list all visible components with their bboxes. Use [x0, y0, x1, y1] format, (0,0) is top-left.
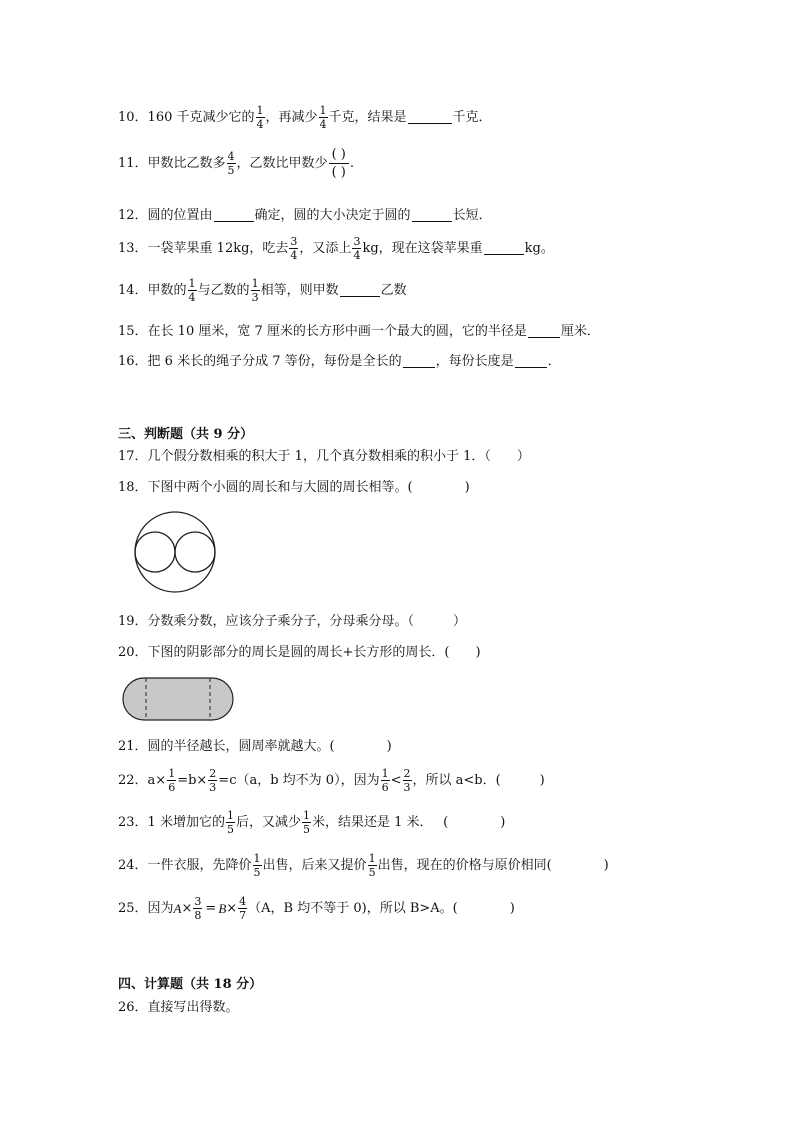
question-25: 25．因为 A × $\frac{3}{8}$ = B × $\frac{4}{7}$ （A，B 均不等于 0)，所以 B>A。( ): [118, 895, 515, 922]
question-13: 13．一袋苹果重 12kg，吃去 $\frac{3}{4}$ ，又添上 $\frac{3}{4}$ kg，现在这袋苹果重 kg。: [118, 235, 554, 262]
question-11: 11．甲数比乙数多 $\frac{4}{5}$ ，乙数比甲数少 $\frac{( )}{( )}$ .: [118, 147, 354, 180]
circles-figure: [128, 510, 222, 596]
question-15: 15．在长 10 厘米，宽 7 厘米的长方形中画一个最大的圆，它的半径是 厘米．: [118, 324, 600, 339]
small-circle-right: [175, 532, 215, 572]
question-21: 21．圆的半径越长，圆周率就越大。( ): [118, 739, 392, 754]
answer-blank[interactable]: [214, 209, 254, 222]
fraction: $\frac{1}{6}$: [381, 767, 389, 794]
shaded-region: [123, 678, 233, 720]
fraction: $\frac{1}{5}$: [226, 809, 234, 836]
question-24: 24．一件衣服，先降价 $\frac{1}{5}$ 出售，后来又提价 $\frac{1}{5}$ 出售，现在的价格与原价相同( ): [118, 852, 609, 879]
fraction: $\frac{1}{6}$: [168, 767, 176, 794]
question-26: 26．直接写出得数。: [118, 1000, 239, 1015]
question-12: 12．圆的位置由 确定，圆的大小决定于圆的 长短．: [118, 208, 492, 223]
question-23: 23．1 米增加它的 $\frac{1}{5}$ 后，又减少 $\frac{1}{5}$ 米，结果还是 1 米． ( ): [118, 809, 506, 836]
question-18: 18．下图中两个小圆的周长和与大圆的周长相等。( ): [118, 480, 470, 495]
fraction: $\frac{1}{4}$: [188, 277, 196, 304]
fraction: $\frac{4}{7}$: [239, 895, 247, 922]
fraction: $\frac{3}{4}$: [353, 235, 361, 262]
question-14: 14．甲数的 $\frac{1}{4}$ 与乙数的 $\frac{1}{3}$ 相等，则甲数 乙数: [118, 277, 407, 304]
fraction: $\frac{1}{4}$: [256, 104, 264, 131]
fraction-blank[interactable]: $\frac{( )}{( )}$: [329, 148, 349, 179]
answer-blank[interactable]: [528, 325, 560, 338]
fraction: $\frac{2}{3}$: [403, 767, 411, 794]
shaded-figure: [120, 676, 236, 722]
answer-blank[interactable]: [412, 209, 452, 222]
fraction: $\frac{1}{5}$: [253, 852, 261, 879]
question-22: 22．a× $\frac{1}{6}$ =b× $\frac{2}{3}$ =c（a，b 均不为 0），因为 $\frac{1}{6}$ < $\frac{2}{3}$ ，所以 a<b．( ): [118, 767, 545, 794]
section-title-calc: 四、计算题（共 18 分）: [118, 977, 263, 992]
fraction: $\frac{2}{3}$: [209, 767, 217, 794]
answer-blank[interactable]: [340, 284, 380, 297]
fraction: $\frac{1}{4}$: [319, 104, 327, 131]
answer-blank[interactable]: [515, 355, 547, 368]
fraction: $\frac{1}{5}$: [368, 852, 376, 879]
question-16: 16．把 6 米长的绳子分成 7 等份，每份是全长的 ，每份长度是 ．: [118, 354, 561, 369]
fraction: $\frac{3}{4}$: [290, 235, 298, 262]
question-19: 19．分数乘分数，应该分子乘分子，分母乘分母。（ ）: [118, 614, 467, 629]
question-20: 20．下图的阴影部分的周长是圆的周长+长方形的周长．( ): [118, 645, 481, 660]
fraction: $\frac{4}{5}$: [227, 150, 235, 177]
question-17: 17．几个假分数相乘的积大于 1，几个真分数相乘的积小于 1．（ ）: [118, 449, 530, 464]
small-circle-left: [135, 532, 175, 572]
answer-blank[interactable]: [403, 355, 435, 368]
fraction: $\frac{3}{8}$: [194, 895, 202, 922]
answer-blank[interactable]: [408, 111, 452, 124]
question-10: 10．160 千克减少它的 $\frac{1}{4}$ ，再减少 $\frac{1}{4}$ 千克，结果是 千克．: [118, 104, 492, 131]
section-title-judge: 三、判断题（共 9 分）: [118, 427, 254, 442]
fraction: $\frac{1}{5}$: [302, 809, 310, 836]
answer-blank[interactable]: [484, 242, 524, 255]
fraction: $\frac{1}{3}$: [251, 277, 259, 304]
